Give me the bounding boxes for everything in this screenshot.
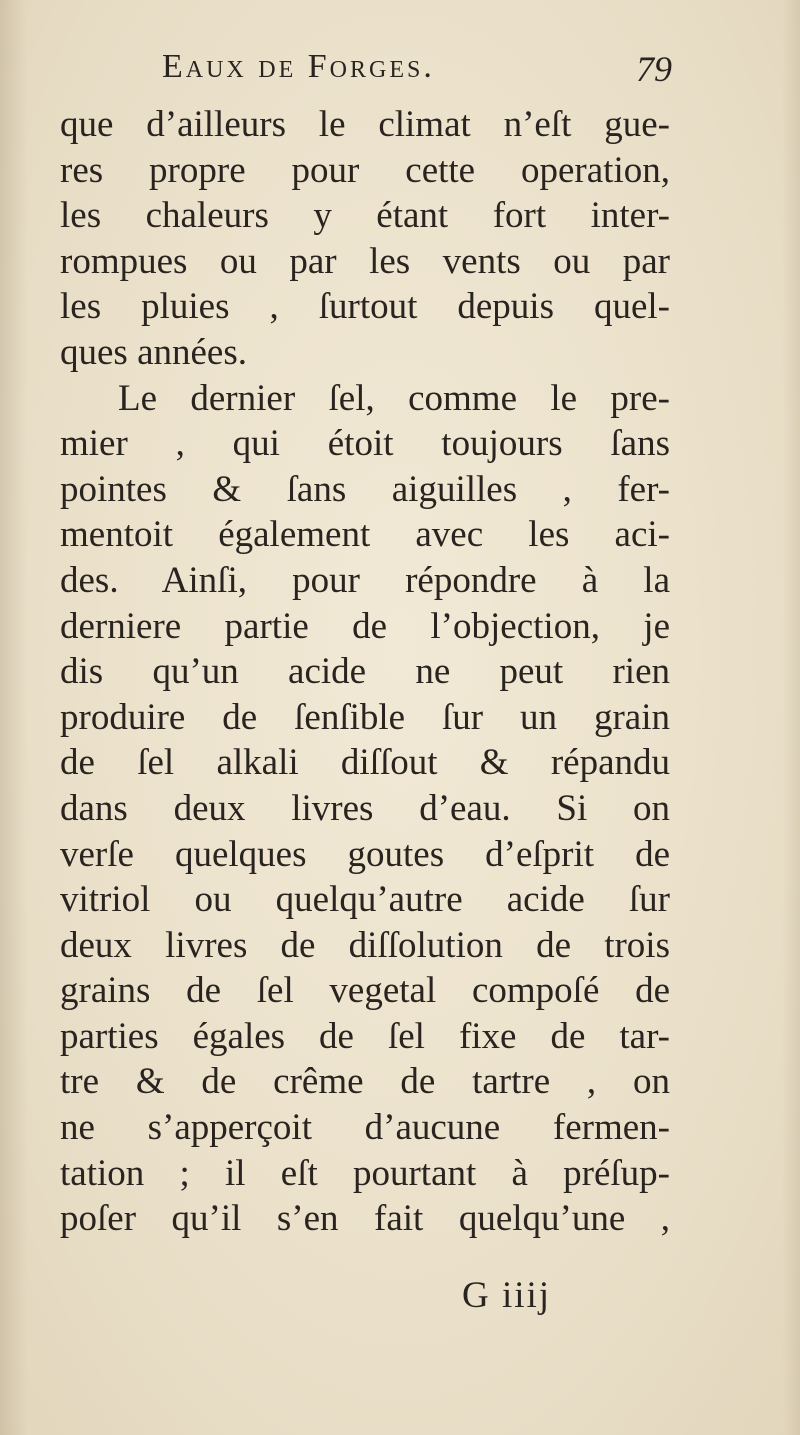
text-line: mentoit également avec les aci-	[60, 514, 670, 556]
text-line: pointes & ſans aiguilles , fer-	[60, 468, 670, 510]
text-line: de ſel alkali diſſout & répandu	[60, 742, 670, 784]
text-line: produire de ſenſible ſur un grain	[60, 696, 670, 738]
text-line: dans deux livres d’eau. Si on	[60, 787, 670, 829]
body-text	[60, 102, 670, 1242]
text-line: poſer qu’il s’en fait quelqu’une ,	[60, 1198, 670, 1240]
text-line: tation ; il eſt pourtant à préſup-	[60, 1152, 670, 1194]
text-line: res propre pour cette operation,	[60, 149, 670, 191]
text-line: derniere partie de l’objection, je	[60, 605, 670, 647]
page-number: 79	[636, 49, 672, 89]
text-line: que d’ailleurs le climat n’eſt gue-	[60, 104, 670, 145]
text-line: verſe quelques goutes d’eſprit de	[60, 833, 670, 875]
text-line: dis qu’un acide ne peut rien	[60, 651, 670, 693]
signature-mark: G iiij	[462, 1275, 552, 1316]
text-line: rompues ou par les vents ou par	[60, 240, 670, 282]
text-line: mier , qui étoit toujours ſans	[60, 423, 670, 465]
text-line: grains de ſel vegetal compoſé de	[60, 970, 670, 1012]
text-line: ne s’apperçoit d’aucune fermen-	[60, 1107, 670, 1149]
page-header	[162, 48, 682, 98]
text-line: les pluies , ſurtout depuis quel-	[60, 286, 670, 328]
text-line: ques années.	[60, 331, 247, 373]
running-title: Eaux de Forges.	[162, 48, 435, 85]
text-line: Le dernier ſel, comme le pre-	[118, 377, 670, 419]
text-line: vitriol ou quelqu’autre acide ſur	[60, 879, 670, 921]
text-line: parties égales de ſel fixe de tar-	[60, 1015, 670, 1057]
text-line: les chaleurs y étant fort inter-	[60, 195, 670, 237]
text-line: tre & de crême de tartre , on	[60, 1061, 670, 1103]
text-line: des. Ainſi, pour répondre à la	[60, 559, 670, 601]
text-line: deux livres de diſſolution de trois	[60, 924, 670, 966]
